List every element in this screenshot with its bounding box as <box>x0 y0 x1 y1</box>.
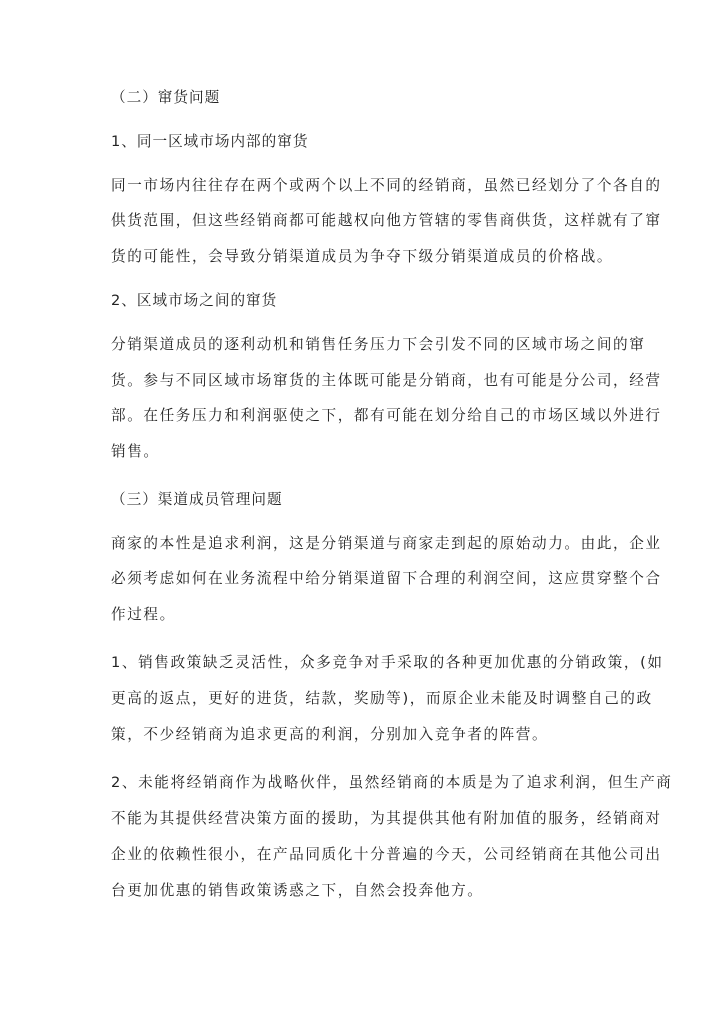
paragraph-line: 货。参与不同区域市场窜货的主体既可能是分销商，也有可能是分公司，经营 <box>111 372 662 389</box>
paragraph-line: 企业的依赖性很小，在产品同质化十分普遍的今天，公司经销商在其他公司出 <box>111 846 662 863</box>
paragraph-line: 商家的本性是追求利润，这是分销渠道与商家走到起的原始动力。由此，企业 <box>111 535 662 552</box>
paragraph-line: 台更加优惠的销售政策诱惑之下，自然会投奔他方。 <box>111 882 484 899</box>
paragraph-line: 更高的返点，更好的进货，结款，奖励等)，而原企业未能及时调整自己的政 <box>111 690 653 707</box>
paragraph-line: 分销渠道成员的逐利动机和销售任务压力下会引发不同的区域市场之间的窜 <box>111 336 646 353</box>
subheading-inter-region: 2、区域市场之间的窜货 <box>111 292 278 309</box>
paragraph-line: 作过程。 <box>111 606 176 623</box>
section-heading-channel-conflict: （二）窜货问题 <box>111 89 221 106</box>
paragraph-line: 销售。 <box>111 443 160 460</box>
paragraph-line: 2、未能将经销商作为战略伙伴，虽然经销商的本质是为了追求利润，但生产商 <box>111 774 673 791</box>
section-heading-member-management: （三）渠道成员管理问题 <box>111 491 283 508</box>
paragraph-line: 供货范围，但这些经销商都可能越权向他方管辖的零售商供货，这样就有了窜 <box>111 212 662 229</box>
paragraph-line: 不能为其提供经营决策方面的援助，为其提供其他有附加值的服务，经销商对 <box>111 810 662 827</box>
paragraph-line: 部。在任务压力和利润驱使之下，都有可能在划分给自己的市场区域以外进行 <box>111 407 662 424</box>
paragraph-line: 货的可能性，会导致分销渠道成员为争夺下级分销渠道成员的价格战。 <box>111 248 614 265</box>
paragraph-line: 策，不少经销商为追求更高的利润，分别加入竞争者的阵营。 <box>111 726 549 743</box>
paragraph-line: 必须考虑如何在业务流程中给分销渠道留下合理的利润空间，这应贯穿整个合 <box>111 570 662 587</box>
paragraph-line: 同一市场内往往存在两个或两个以上不同的经销商，虽然已经划分了个各自的 <box>111 177 662 194</box>
paragraph-line: 1、销售政策缺乏灵活性，众多竞争对手采取的各种更加优惠的分销政策，(如 <box>111 654 664 671</box>
subheading-intra-region: 1、同一区域市场内部的窜货 <box>111 133 309 150</box>
